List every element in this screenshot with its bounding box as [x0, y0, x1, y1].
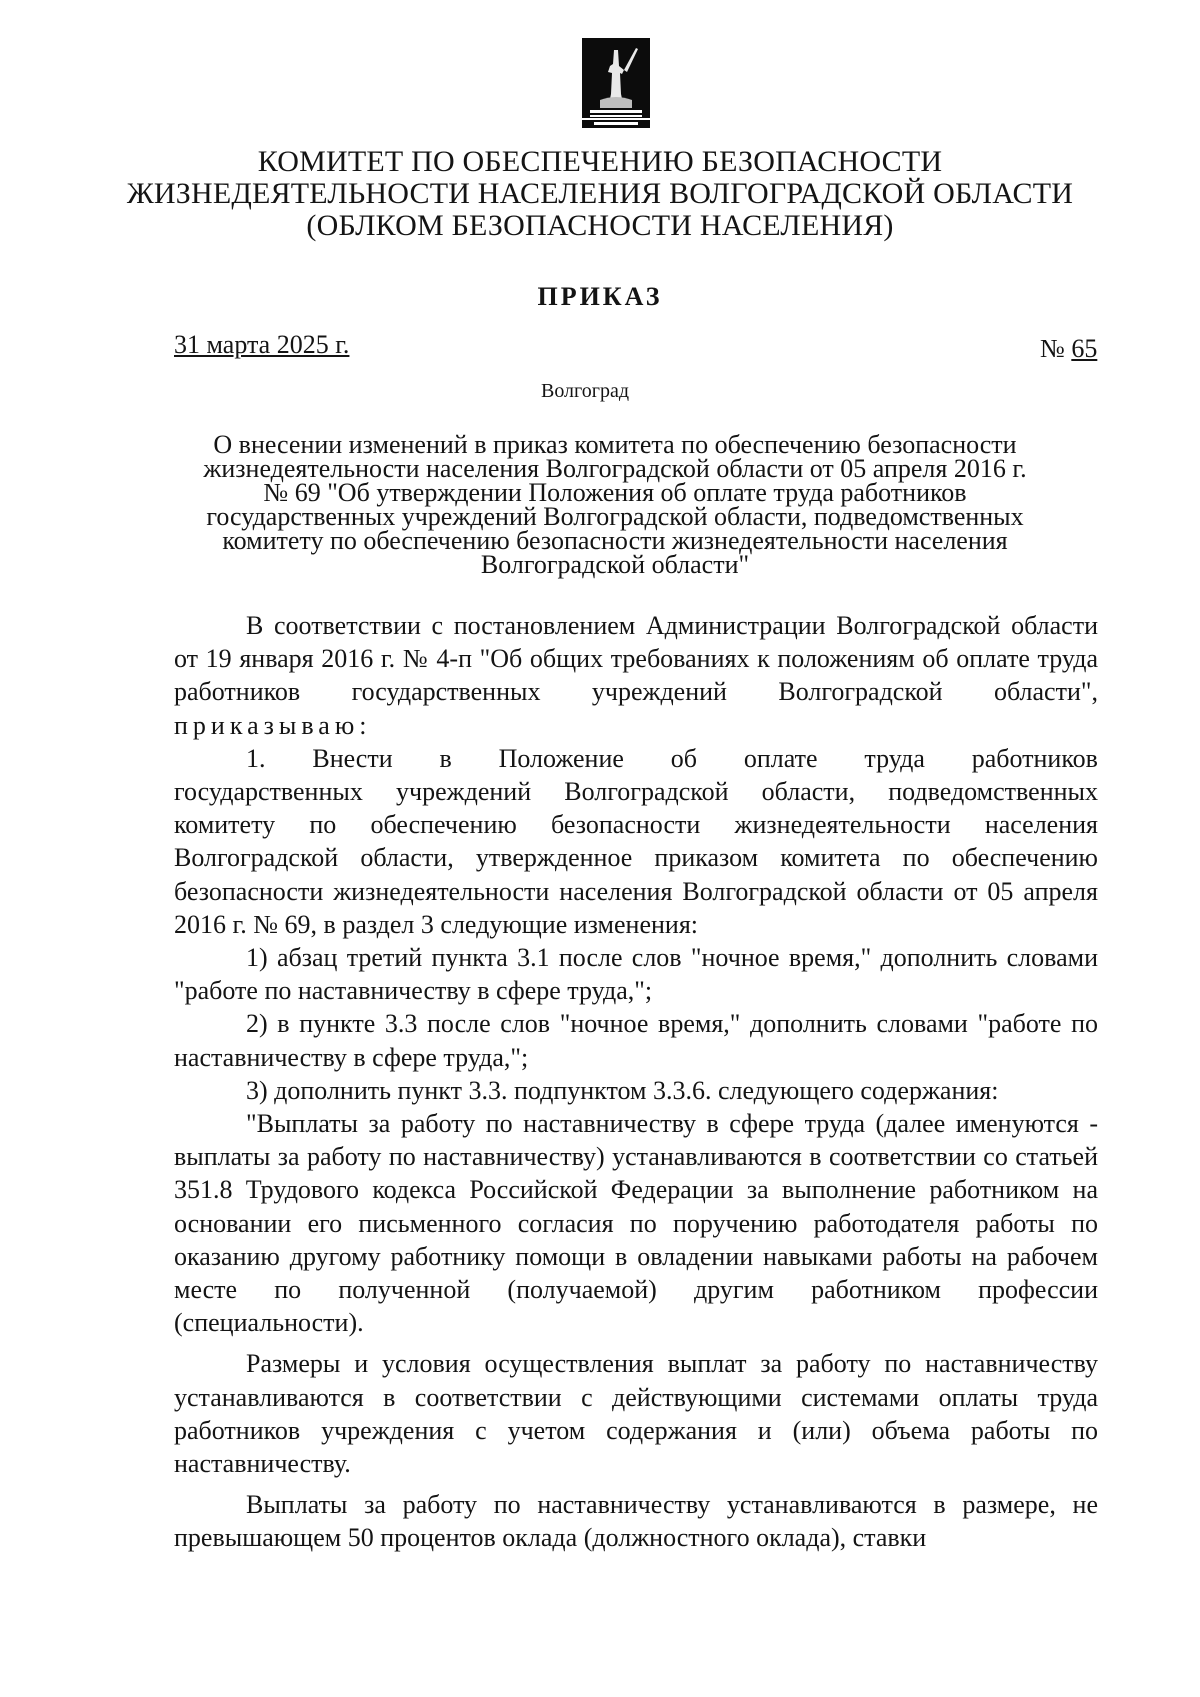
org-line: КОМИТЕТ ПО ОБЕСПЕЧЕНИЮ БЕЗОПАСНОСТИ [257, 145, 943, 178]
volgograd-coat-of-arms-icon [580, 36, 652, 132]
org-line: ЖИЗНЕДЕЯТЕЛЬНОСТИ НАСЕЛЕНИЯ ВОЛГОГРАДСКОЙ ОБЛАСТИ [126, 177, 1074, 210]
item1-first-line [174, 742, 1098, 775]
organization-name [100, 146, 1100, 242]
subject-line: комитету по обеспечению безопасности жизнедеятельности населения [222, 526, 1008, 555]
paragraph-quote-3: Выплаты за работу по наставничеству устанавливаются в размере, не превышающем 50 процентов оклада (должностного оклада), ставки [174, 1490, 1098, 1553]
item1-word: оплате [743, 743, 818, 773]
item1-word: 1. [246, 743, 266, 773]
document-date: 31 марта 2025 г. [174, 330, 350, 359]
document-subject [150, 430, 1080, 579]
paragraph-quote-2: Размеры и условия осуществления выплат за работу по наставничеству устанавливаются в соответствии с действующими системами оплаты труда работников учреждения с учетом содержания и (или) объема работы по наставничеству. [174, 1349, 1098, 1479]
document-body [174, 609, 1098, 1555]
paragraph-sub2: 2) в пункте 3.3 после слов "ночное время," дополнить словами "работе по наставничеству в сфере труда,"; [174, 1009, 1098, 1072]
document-city: Волгоград [540, 380, 630, 402]
item1-word: работников [971, 743, 1098, 773]
item1-word: Положение [498, 743, 624, 773]
document-type: ПРИКАЗ [537, 282, 663, 311]
paragraph-sub1: 1) абзац третий пункта 3.1 после слов "ночное время," дополнить словами "работе по наставничеству в сфере труда,"; [174, 943, 1098, 1006]
paragraph-intro [174, 609, 1098, 742]
item1-word: об [670, 743, 698, 773]
item1-word: Внести [312, 743, 393, 773]
order-word: приказываю: [174, 710, 372, 740]
subject-line: № 69 "Об утверждении Положения об оплате труда работников [263, 478, 967, 507]
subject-line: государственных учреждений Волгоградской области, подведомственных [206, 502, 1024, 531]
paragraph-sub3: 3) дополнить пункт 3.3. подпунктом 3.3.6. следующего содержания: [246, 1075, 999, 1105]
paragraph-quote-1: "Выплаты за работу по наставничеству в сфере труда (далее именуются - выплаты за работу по наставничеству) устанавливаются в соответствии со статьей 351.8 Трудового кодекса Российской Федерации за выполнение работником на основании его письменного согласия по поручению работодателя работы по оказанию другому работнику помощи в овладении навыками работы на рабочем месте по полученной (получаемой) другим работником профессии (специальности). [174, 1109, 1098, 1338]
intro-text: В соответствии с постановлением Администрации Волгоградской области от 19 января 2016 г. № 4-п "Об общих требованиях к положениям об оплате труда работников государственных учреждений Волгоградской области", [174, 611, 1098, 707]
subject-line: Волгоградской области" [480, 550, 750, 579]
item1-word: труда [864, 743, 925, 773]
document-number [1040, 334, 1097, 364]
subject-line: жизнедеятельности населения Волгоградской области от 05 апреля 2016 г. [203, 454, 1027, 483]
item1-word: в [439, 743, 452, 773]
number-value: 65 [1071, 334, 1098, 363]
org-line: (ОБЛКОМ БЕЗОПАСНОСТИ НАСЕЛЕНИЯ) [306, 209, 894, 242]
subject-line: О внесении изменений в приказ комитета по обеспечению безопасности [213, 430, 1017, 459]
paragraph-item1: государственных учреждений Волгоградской области, подведомственных комитету по обеспечению безопасности жизнедеятельности населения Волгоградской области, утвержденное приказом комитета по обеспечению безопасности жизнедеятельности населения Волгоградской области от 05 апреля 2016 г. № 69, в раздел 3 следующие изменения: [174, 777, 1098, 939]
number-prefix: № [1040, 334, 1072, 363]
